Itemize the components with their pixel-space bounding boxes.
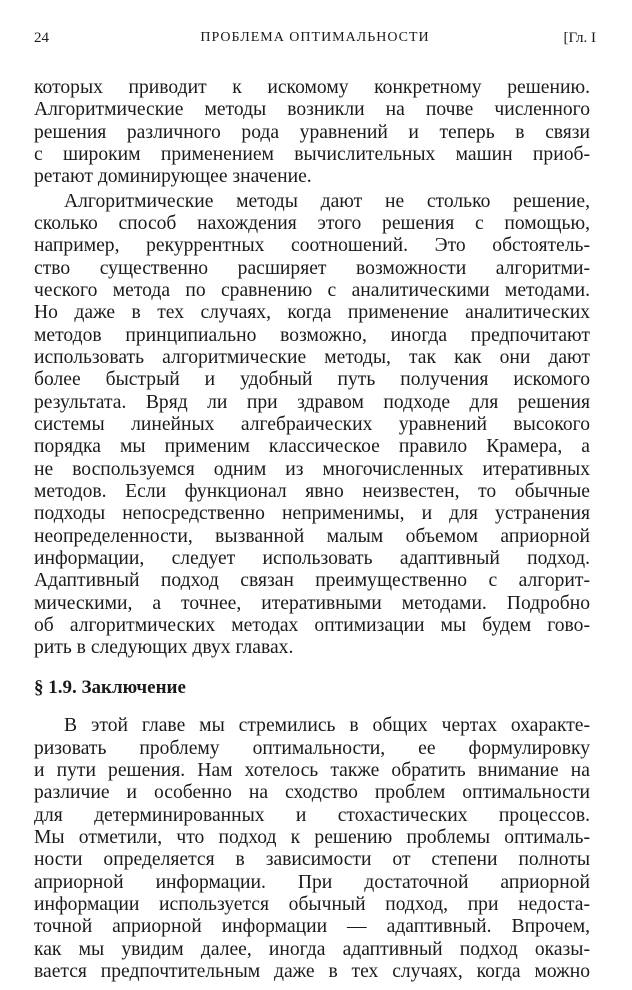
text-line: сколько способ нахождения этого решения с помощью, — [34, 212, 590, 234]
text-line: ретают доминирующее значение. — [34, 166, 312, 188]
text-line: Алгоритмические методы дают не столько решение, — [64, 190, 590, 212]
text-line: В этой главе мы стремились в общих чертах охаракте- — [64, 715, 590, 737]
chapter-marker: [Гл. I — [563, 30, 596, 46]
text-line: вается предпочтительным даже в тех случаях, когда можно — [34, 961, 590, 982]
text-line: не воспользуемся одним из многочисленных итеративных — [34, 458, 590, 480]
text-line: подходы непосредственно неприменимы, и для устранения — [34, 503, 590, 525]
text-line: и пути решения. Нам хотелось также обратить внимание на — [34, 760, 590, 781]
text-line: ризовать проблему оптимальности, ее формулировку — [34, 737, 590, 759]
text-line: Адаптивный подход связан преимущественно с алгорит- — [34, 570, 590, 592]
text-line: порядка мы применим классическое правило Крамера, а — [34, 436, 590, 458]
text-line: системы линейных алгебраических уравнений высокого — [34, 413, 590, 435]
text-line: для детерминированных и стохастических процессов. — [34, 804, 590, 826]
text-line: Мы отметили, что подход к решению проблемы оптималь- — [34, 827, 590, 848]
text-line: Но даже в тех случаях, когда применение аналитических — [34, 302, 590, 324]
section-heading: § 1.9. Заключение — [34, 677, 186, 699]
text-line: например, рекуррентных соотношений. Это обстоятель- — [34, 235, 590, 257]
text-line: решения различного рода уравнений и теперь в связи — [34, 121, 590, 143]
text-line: более быстрый и удобный путь получения искомого — [34, 369, 590, 391]
text-line: информации используется обычный подход, при недоста- — [34, 894, 590, 915]
page-number: 24 — [34, 30, 49, 46]
text-line: использовать алгоритмические методы, так как они дают — [34, 346, 590, 368]
text-line: методов. Если функционал явно неизвестен, то обычные — [34, 480, 590, 502]
text-line: как мы увидим далее, иногда адаптивный подход оказы- — [34, 938, 590, 960]
text-line: неопределенности, вызванной малым объемом априорной — [34, 525, 590, 547]
text-line: результата. Вряд ли при здравом подходе для решения — [34, 391, 590, 413]
text-line: точной априорной информации — адаптивный. Впрочем, — [34, 916, 590, 938]
text-line: которых приводит к искомому конкретному решению. — [34, 77, 590, 98]
text-line: ство существенно расширяет возможности алгоритми- — [34, 257, 590, 279]
text-line: ности определяется в зависимости от степени полноты — [34, 849, 590, 871]
running-title: ПРОБЛЕМА ОПТИМАЛЬНОСТИ — [200, 30, 430, 45]
running-header — [34, 30, 596, 52]
text-line: рить в следующих двух главах. — [34, 637, 294, 659]
text-line: Алгоритмические методы возникли на почве численного — [34, 99, 590, 121]
text-line: различие и особенно на сходство проблем оптимальности — [34, 782, 590, 804]
text-line: ческого метода по сравнению с аналитическими методами. — [34, 279, 590, 301]
text-line: информации, следует использовать адаптивный подход. — [34, 547, 590, 569]
text-line: априорной информации. При достаточной априорной — [34, 871, 590, 893]
text-line: методов принципиально возможно, иногда предпочитают — [34, 324, 590, 346]
text-line: мическими, а точнее, итеративными методами. Подробно — [34, 592, 590, 614]
text-line: с широким применением вычислительных машин приоб- — [34, 143, 590, 165]
text-line: об алгоритмических методах оптимизации мы будем гово- — [34, 614, 590, 636]
